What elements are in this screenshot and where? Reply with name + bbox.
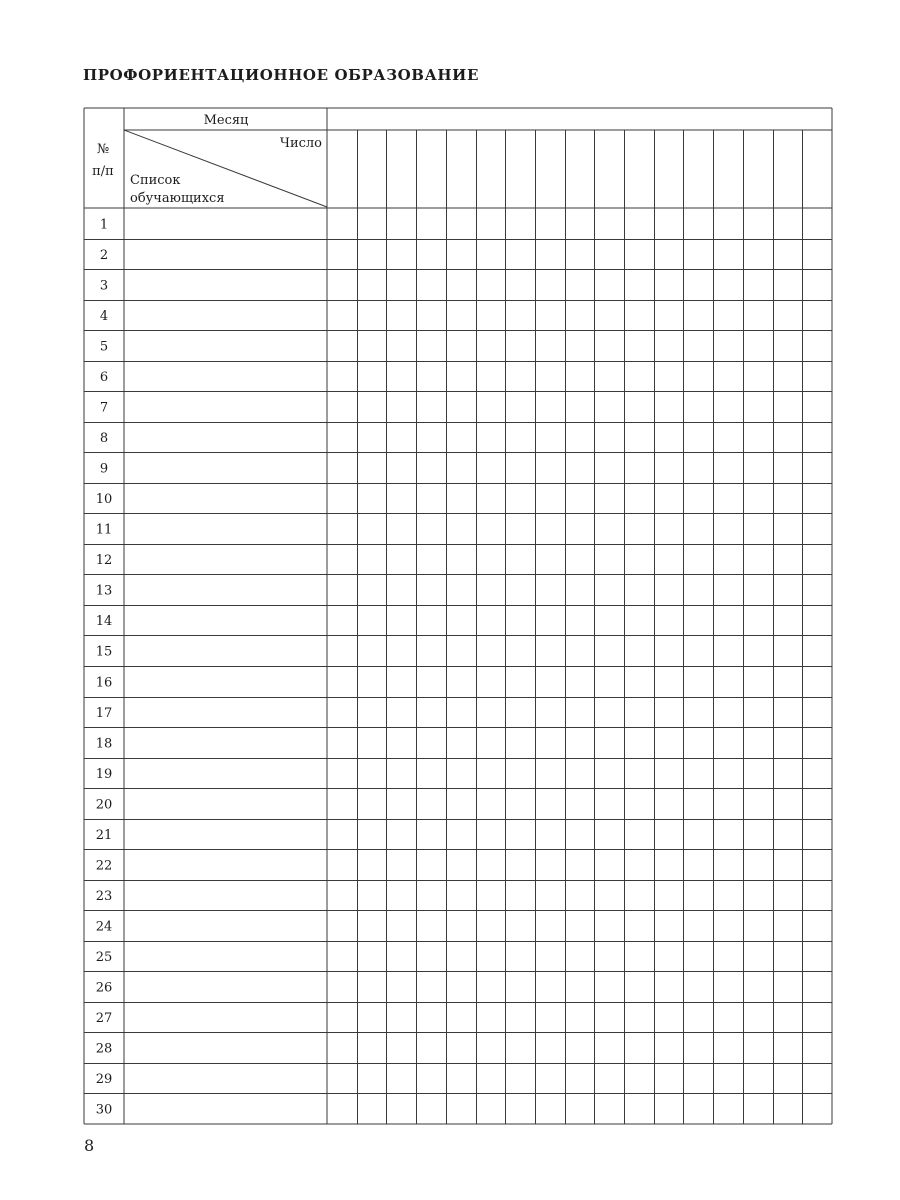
row-number: 8 xyxy=(99,431,109,446)
row-number: 22 xyxy=(95,858,113,874)
row-number: 20 xyxy=(95,797,113,813)
row-number: 7 xyxy=(99,400,109,416)
table-grid xyxy=(84,108,832,1124)
row-numbers xyxy=(96,217,113,1117)
header-month-label: Месяц xyxy=(203,113,249,128)
row-number: 29 xyxy=(95,1072,113,1088)
row-number: 28 xyxy=(95,1041,113,1057)
header-students-label: Список xyxy=(130,173,181,188)
row-number: 5 xyxy=(99,339,109,355)
row-number: 9 xyxy=(99,461,109,477)
row-number: 21 xyxy=(95,827,113,843)
row-number: 12 xyxy=(95,553,113,569)
header-day-label: Число xyxy=(279,136,322,151)
row-number: 1 xyxy=(99,217,109,233)
row-number: 18 xyxy=(95,736,113,752)
row-number: 10 xyxy=(95,492,113,508)
header-number-label-2: п/п xyxy=(92,164,114,179)
row-number: 25 xyxy=(95,950,113,966)
row-number: 17 xyxy=(95,705,113,721)
header-students-label-2: обучающихся xyxy=(130,191,225,206)
row-number: 3 xyxy=(99,278,109,294)
row-number: 26 xyxy=(95,980,113,996)
row-number: 11 xyxy=(95,522,113,538)
row-number: 16 xyxy=(95,675,113,691)
row-number: 14 xyxy=(95,614,113,630)
row-number: 2 xyxy=(99,247,109,263)
row-number: 13 xyxy=(95,583,113,599)
row-number: 24 xyxy=(95,919,113,935)
row-number: 6 xyxy=(99,369,109,385)
header-number-label: № xyxy=(96,142,110,157)
row-number: 4 xyxy=(99,308,109,324)
row-number: 19 xyxy=(95,766,113,782)
row-number: 30 xyxy=(95,1102,113,1118)
page-number: 8 xyxy=(84,1136,95,1155)
page-title: ПРОФОРИЕНТАЦИОННОЕ ОБРАЗОВАНИЕ xyxy=(83,66,479,84)
row-number: 27 xyxy=(95,1011,113,1027)
row-number: 23 xyxy=(95,889,113,904)
row-number: 15 xyxy=(95,644,113,660)
